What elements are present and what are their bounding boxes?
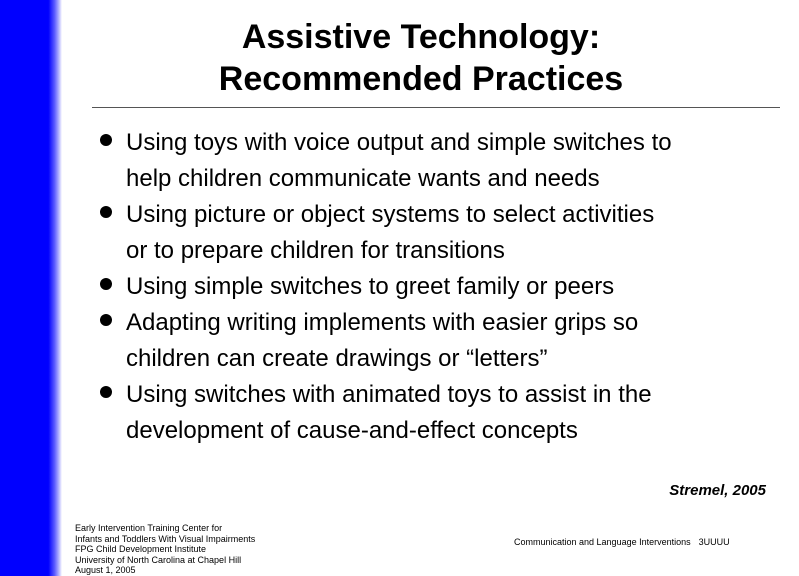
bullet-text-line-2: children can create drawings or “letters” [126,345,548,372]
bullet-item [100,269,780,305]
bullet-dot-icon [100,386,112,398]
slide-title [186,16,656,100]
bullet-text-line-1: Adapting writing implements with easier grips so [126,309,639,336]
bullet-item [100,197,780,269]
bullet-list [100,125,780,449]
footer-line: University of North Carolina at Chapel Hill [75,554,242,565]
footer-course-label: Communication and Language Interventions [514,537,691,547]
bullet-text-line-1: Using picture or object systems to select activities [126,201,655,228]
bullet-text-line-2: development of cause-and-effect concepts [126,417,578,444]
bullet-text-line-1: Using switches with animated toys to assist in the [126,381,652,408]
footer-line: FPG Child Development Institute [75,544,207,554]
bullet-text-line-1: Using toys with voice output and simple switches to [126,129,672,156]
footer-line: August 1, 2005 [75,565,136,575]
footer-course-info [514,537,730,547]
bullet-item [100,125,780,197]
bullet-item [100,305,780,377]
footer-line: Early Intervention Training Center for [75,523,223,533]
bullet-text-line-2: help children communicate wants and needs [126,165,600,192]
bullet-text-line-1: Using simple switches to greet family or peers [126,273,615,300]
title-divider [92,107,780,108]
footer-organization-info [75,523,335,576]
citation: Stremel, 2005 [669,482,766,499]
bullet-item [100,377,780,449]
footer-line: Infants and Toddlers With Visual Impairments [75,533,256,544]
bullet-dot-icon [100,134,112,146]
title-line-2: Recommended Practices [218,60,624,98]
left-decorative-bar [0,0,62,576]
title-line-1: Assistive Technology: [241,18,601,56]
bullet-text-line-2: or to prepare children for transitions [126,237,505,264]
footer-slide-code: 3UUUU [698,537,730,547]
bullet-dot-icon [100,314,112,326]
bullet-dot-icon [100,206,112,218]
bullet-dot-icon [100,278,112,290]
